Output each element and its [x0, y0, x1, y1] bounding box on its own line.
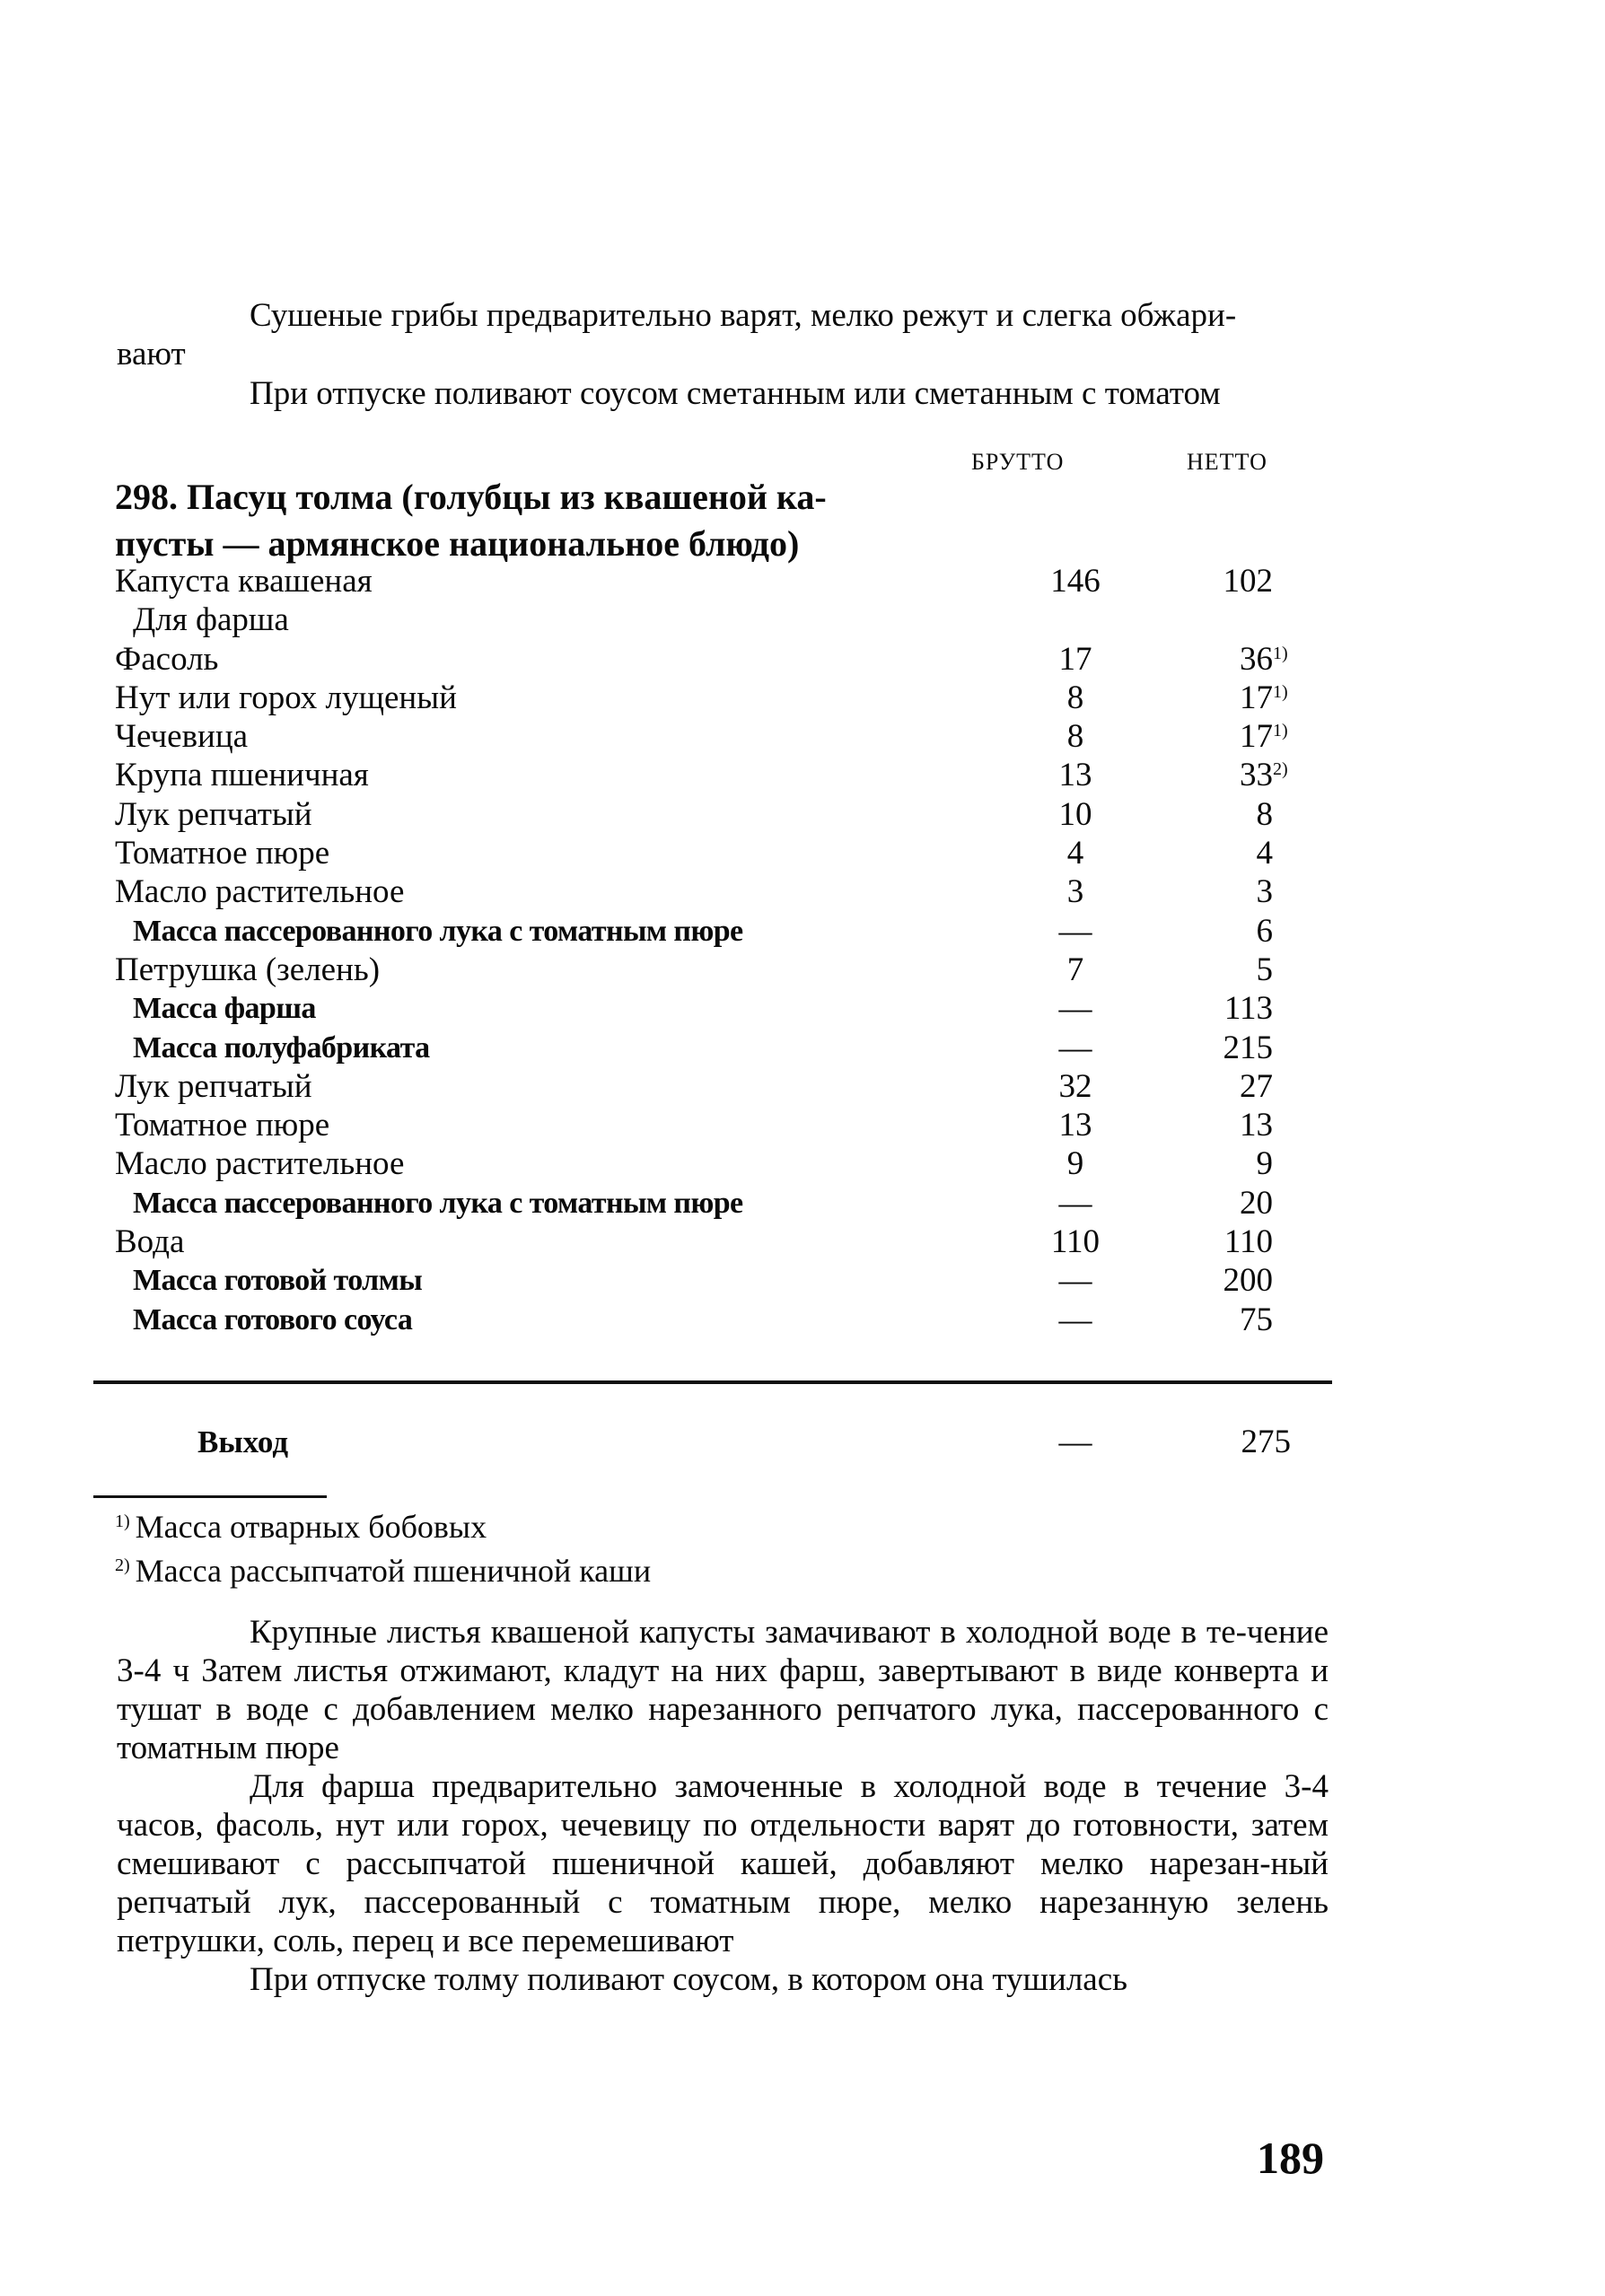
ingredient-name: Масса пассерованного лука с томатным пюре — [133, 914, 743, 948]
footnote-mark: 1) — [1273, 681, 1288, 702]
brutto-value: 17 — [1058, 640, 1092, 678]
ingredient-name: Масса полуфабриката — [133, 1030, 430, 1065]
brutto-value: — — [1058, 990, 1092, 1028]
ingredient-name: Крупа пшеничная — [115, 757, 369, 794]
table-divider — [93, 1380, 1332, 1384]
column-header-brutto: БРУТТО — [971, 449, 1065, 475]
footnote-2: $^{2)}$ Масса рассыпчатой пшеничной каши — [115, 1553, 652, 1589]
brutto-value: — — [1058, 1301, 1092, 1338]
netto-value: 4 — [1256, 835, 1273, 872]
ingredient-name: Масло растительное — [115, 873, 405, 911]
ingredient-name: Чечевица — [115, 718, 249, 756]
intro-paragraph-1: Сушеные грибы предварительно варят, мелко режут и слегка обжари- вают — [117, 297, 1237, 372]
netto-value: 20 — [1240, 1184, 1273, 1222]
footnote-mark: 2) — [1273, 759, 1288, 780]
table-row — [115, 1144, 1282, 1183]
netto-value: 8 — [1256, 795, 1273, 833]
brutto-value: — — [1058, 1029, 1092, 1066]
ingredient-name: Для фарша — [133, 601, 289, 639]
yield-brutto: — — [1058, 1424, 1092, 1460]
table-row — [115, 756, 1288, 794]
brutto-value: — — [1058, 1184, 1092, 1222]
brutto-value: 110 — [1050, 1223, 1101, 1261]
footnote-mark: 1) — [1273, 643, 1288, 663]
table-row — [115, 951, 1282, 989]
ingredient-name: Фасоль — [115, 640, 219, 678]
netto-value: 27 — [1240, 1067, 1273, 1105]
recipe-title: 298. Пасуц толма (голубцы из квашеной ка- пусты — армянское национальное блюдо) — [115, 477, 827, 564]
brutto-value: — — [1058, 1262, 1092, 1300]
ingredient-name: Лук репчатый — [115, 1067, 312, 1105]
table-row — [115, 679, 1288, 717]
brutto-value: 32 — [1058, 1067, 1092, 1105]
yield-label: Выход — [197, 1424, 289, 1459]
ingredient-name: Масса фарша — [133, 992, 316, 1026]
netto-value: 3 — [1256, 873, 1273, 911]
method-paragraph-3: При отпуске толму поливают соусом, в котором она тушилась — [250, 1961, 1128, 1998]
table-row — [115, 872, 1282, 911]
column-header-netto: НЕТТО — [1187, 449, 1267, 475]
ingredient-name: Вода — [115, 1223, 185, 1261]
table-row — [115, 1222, 1282, 1261]
footnotes — [115, 1503, 651, 1591]
table-row — [115, 1261, 1282, 1300]
ingredient-name: Петрушка (зелень) — [115, 951, 381, 988]
netto-value: 110 — [1223, 1223, 1273, 1261]
page-number: 189 — [1257, 2133, 1324, 2183]
netto-value: 75 — [1240, 1301, 1273, 1338]
table-row — [115, 717, 1288, 756]
table-row — [115, 1106, 1282, 1144]
yield-row — [115, 1423, 1291, 1462]
method-paragraph-2: Для фарша предварительно замоченные в холодной воде в течение 3-4 часов, фасоль, нут или горох, чечевицу по отдельности варят до готовности, затем смешивают с рассыпчатой пшеничной кашей, добавляют мелко нарезан-ный репчатый лук, пассерованный с томатным пюре, мелко нарезанную зелень петрушки, соль, перец и все перемешивают — [117, 1768, 1329, 1959]
netto-value: 200 — [1223, 1262, 1273, 1300]
table-row — [115, 834, 1282, 872]
ingredient-name: Томатное пюре — [115, 1107, 330, 1144]
ingredient-name: Масса готовой толмы — [133, 1264, 423, 1298]
ingredient-name: Нут или горох лущеный — [115, 679, 457, 716]
ingredient-name: Томатное пюре — [115, 835, 330, 872]
ingredient-name: Масса готового соуса — [133, 1302, 413, 1336]
brutto-value: 9 — [1066, 1145, 1084, 1183]
table-row — [115, 912, 1282, 951]
brutto-value: 13 — [1058, 757, 1092, 794]
table-row — [115, 640, 1288, 679]
brutto-value: 4 — [1066, 835, 1084, 872]
table-row — [115, 1067, 1282, 1106]
ingredient-table — [115, 562, 1288, 1339]
table-row — [115, 1301, 1282, 1339]
method-paragraph-1: Крупные листья квашеной капусты замачивают в холодной воде в те-чение 3-4 ч Затем листья отжимают, кладут на них фарш, завертывают в виде конверта и тушат в воде с добавлением мелко нарезанного репчатого лука, пассерованного с томатным пюре — [117, 1614, 1329, 1766]
footnote-divider — [93, 1495, 327, 1498]
table-row — [115, 1029, 1282, 1067]
table-row — [115, 1184, 1282, 1222]
brutto-value: 8 — [1066, 718, 1084, 756]
netto-value: 5 — [1256, 951, 1273, 988]
netto-value: 33 2) — [1219, 756, 1273, 794]
table-row — [115, 562, 1282, 600]
intro-paragraph-2: При отпуске поливают соусом сметанным или сметанным с томатом — [250, 375, 1221, 412]
netto-value: 6 — [1256, 912, 1273, 950]
brutto-value: — — [1058, 912, 1092, 950]
ingredient-name: Капуста квашеная — [115, 563, 373, 600]
netto-value: 17 1) — [1219, 717, 1273, 756]
netto-value: 13 — [1240, 1107, 1273, 1144]
footnote-1: $^{1)}$ Масса отварных бобовых — [115, 1509, 487, 1545]
brutto-value: 146 — [1050, 563, 1101, 600]
netto-value: 102 — [1223, 563, 1273, 600]
netto-value: 113 — [1223, 990, 1273, 1028]
brutto-value: 13 — [1058, 1107, 1092, 1144]
netto-value: 36 1) — [1219, 640, 1273, 679]
table-row — [115, 600, 1282, 639]
netto-value: 215 — [1223, 1029, 1273, 1066]
ingredient-name: Масло растительное — [115, 1145, 405, 1183]
brutto-value: 10 — [1058, 795, 1092, 833]
netto-value: 9 — [1256, 1145, 1273, 1183]
ingredient-name: Лук репчатый — [115, 795, 312, 833]
yield-netto: 275 — [1241, 1424, 1291, 1460]
footnote-mark: 1) — [1273, 721, 1288, 741]
brutto-value: 3 — [1066, 873, 1084, 911]
brutto-value: 8 — [1066, 679, 1084, 716]
table-row — [115, 989, 1282, 1028]
netto-value: 17 1) — [1219, 679, 1273, 717]
brutto-value: 7 — [1066, 951, 1084, 988]
ingredient-name: Масса пассерованного лука с томатным пюре — [133, 1186, 743, 1220]
table-row — [115, 795, 1282, 834]
